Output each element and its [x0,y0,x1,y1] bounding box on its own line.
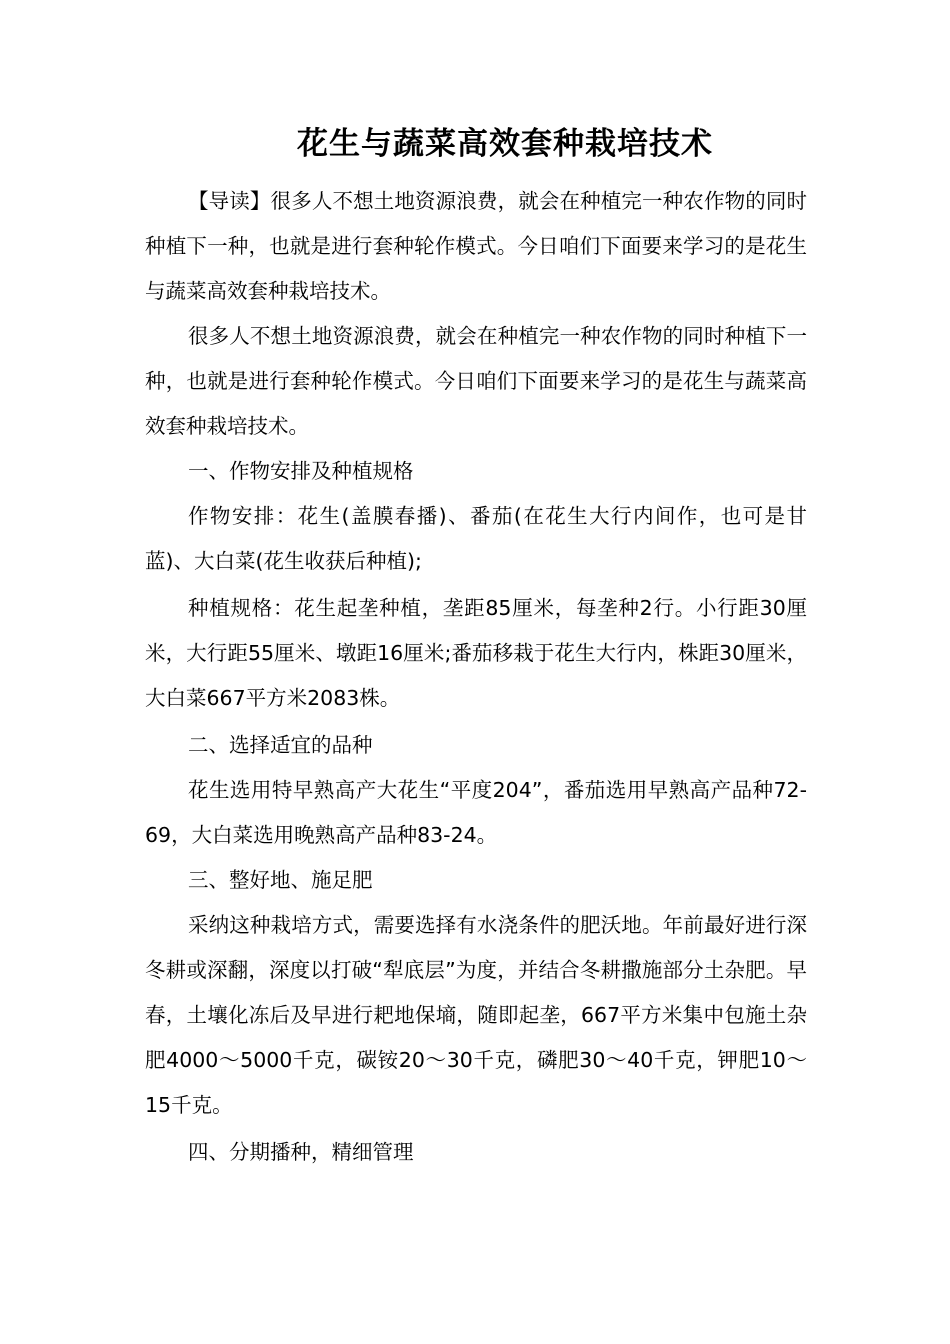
paragraph: 种植规格：花生起垄种植，垄距85厘米，每垄种2行。小行距30厘米，大行距55厘米、墩距16厘米;番茄移栽于花生大行内，株距30厘米，大白菜667平方米2083株。 [145,596,807,710]
section-heading: 三、整好地、施足肥 [188,868,373,892]
document-body [145,179,807,1175]
section-heading: 四、分期播种，精细管理 [188,1140,414,1164]
paragraph: 采纳这种栽培方式，需要选择有水浇条件的肥沃地。年前最好进行深冬耕或深翻，深度以打破“犁底层”为度，并结合冬耕撒施部分土杂肥。早春，土壤化冻后及早进行耙地保墒，随即起垄，667平方米集中包施土杂肥4000～5000千克，碳铵20～30千克，磷肥30～40千克，钾肥10～15千克。 [145,913,807,1117]
paragraph: 作物安排：花生(盖膜春播)、番茄(在花生大行内间作，也可是甘蓝)、大白菜(花生收获后种植); [145,504,807,573]
section-heading: 二、选择适宜的品种 [188,733,373,757]
paragraph: 花生选用特早熟高产大花生“平度204”，番茄选用早熟高产品种72-69，大白菜选用晚熟高产品种83-24。 [145,778,807,847]
paragraph: 很多人不想土地资源浪费，就会在种植完一种农作物的同时种植下一种，也就是进行套种轮作模式。今日咱们下面要来学习的是花生与蔬菜高效套种栽培技术。 [145,324,807,438]
section-heading: 一、作物安排及种植规格 [188,459,414,483]
paragraph-intro: 【导读】很多人不想土地资源浪费，就会在种植完一种农作物的同时种植下一种，也就是进行套种轮作模式。今日咱们下面要来学习的是花生与蔬菜高效套种栽培技术。 [145,189,807,303]
document-title: 花生与蔬菜高效套种栽培技术 [297,126,713,162]
